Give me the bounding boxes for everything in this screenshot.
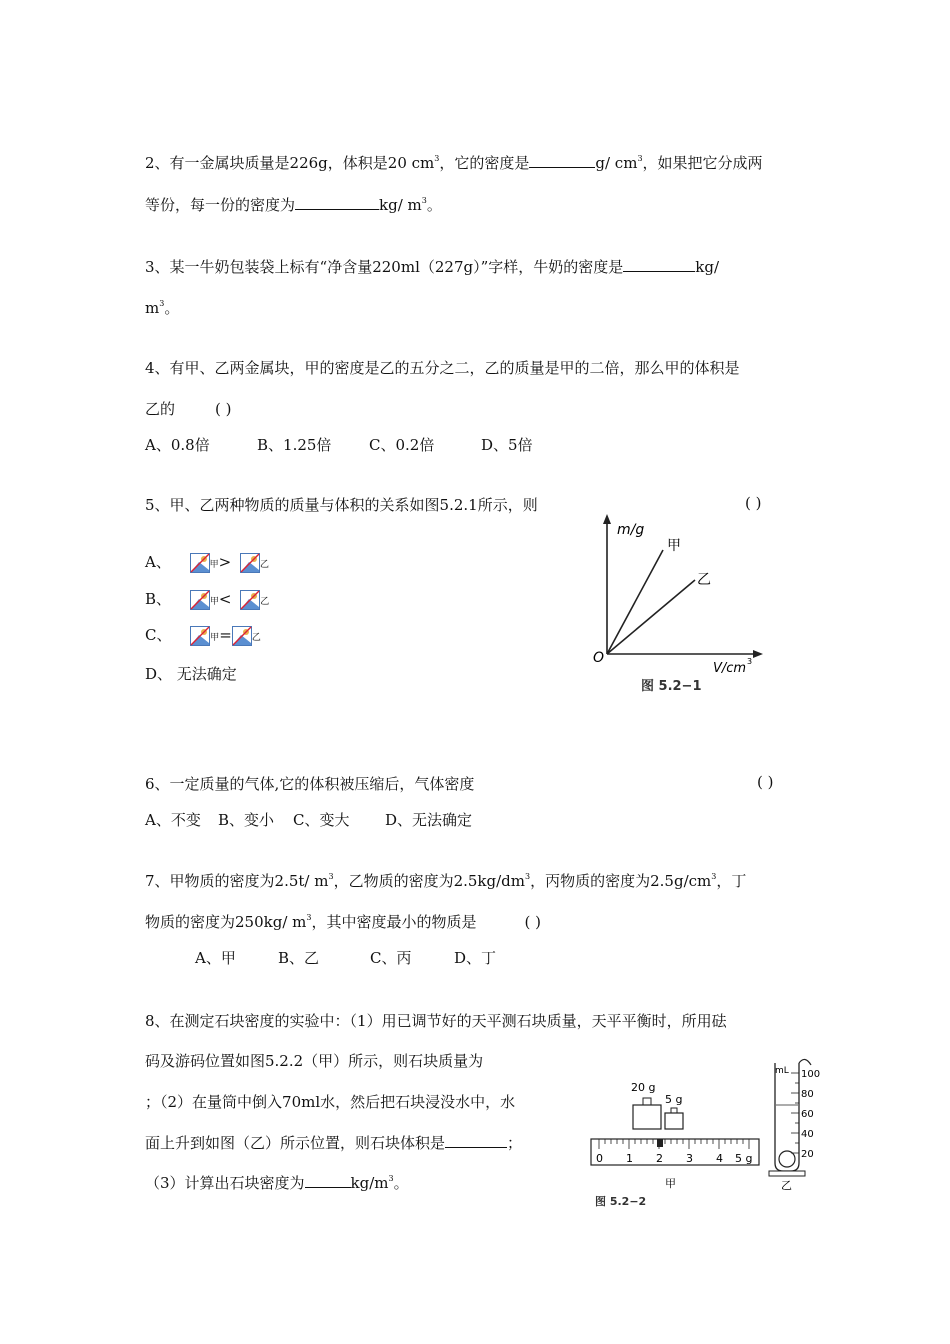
tick-label: 4: [716, 1152, 723, 1165]
rho-jia: 甲: [209, 560, 219, 570]
rho-yi: 乙: [260, 597, 270, 607]
q2-line-1: [145, 152, 763, 173]
answer-paren[interactable]: ( ): [757, 773, 774, 791]
answer-paren[interactable]: ( ): [524, 913, 541, 931]
option-letter: C、: [145, 626, 172, 644]
broken-image-icon: [190, 626, 210, 646]
q7-text-e: 物质的密度为250kg/ m: [145, 913, 307, 931]
q8-period: 。: [393, 1174, 409, 1192]
q4-text: 乙的: [145, 400, 176, 418]
q4-options: [145, 434, 533, 455]
answer-paren[interactable]: ( ): [745, 494, 762, 512]
option-b[interactable]: B、变小: [218, 811, 275, 829]
balance-cylinder-figure: [585, 1055, 825, 1215]
sup-3: 3: [328, 872, 334, 881]
q2-text-d: ，如果把它分成两: [642, 154, 763, 172]
sup-3: 3: [434, 154, 440, 163]
answer-blank[interactable]: [529, 153, 595, 168]
weight-knob: [643, 1098, 651, 1105]
rider-scale: [591, 1139, 759, 1165]
q2-line-2: [145, 194, 442, 215]
y-axis-label: m/g: [617, 522, 645, 538]
sup-3: 3: [421, 196, 427, 205]
q8-unit: kg/m: [350, 1174, 389, 1192]
q5-option-a[interactable]: [145, 551, 269, 573]
q2-period: 。: [426, 196, 442, 214]
cylinder-base: [769, 1171, 805, 1176]
q2-text-e: 等份，每一份的密度为: [145, 196, 296, 214]
rho-yi: 乙: [260, 560, 270, 570]
line-yi: [607, 580, 695, 654]
q2-text-b: ，它的密度是: [439, 154, 530, 172]
q4-line-2: [145, 398, 232, 419]
stone: [779, 1151, 795, 1167]
broken-image-icon: [190, 553, 210, 573]
rho-jia: 甲: [210, 633, 220, 643]
y-axis-arrow: [603, 514, 611, 524]
q7-text-f: ，其中密度最小的物质是: [311, 913, 477, 931]
q2-unit-2: kg/ m: [379, 196, 422, 214]
cylinder-tick-labels: [801, 1069, 820, 1160]
x-axis-label-sup: 3: [747, 657, 753, 666]
option-d[interactable]: D、5倍: [481, 436, 533, 454]
q8-line-2: 码及游码位置如图5.2.2（甲）所示，则石块质量为: [145, 1052, 484, 1070]
cylinder-unit: mL: [775, 1066, 789, 1076]
q4-line-1: 4、有甲、乙两金属块，甲的密度是乙的五分之二，乙的质量是甲的二倍，那么甲的体积是: [145, 359, 740, 377]
tick-label: 40: [801, 1129, 814, 1140]
q5-option-b[interactable]: [145, 588, 269, 610]
tick-label: 100: [801, 1069, 821, 1080]
q7-options: [195, 947, 496, 968]
option-b[interactable]: B、乙: [278, 949, 320, 967]
broken-image-icon: [232, 626, 252, 646]
q2-text-a: 2、有一金属块质量是226g，体积是20 cm: [145, 154, 435, 172]
weight-20g: [633, 1105, 661, 1129]
q6-stem: 6、一定质量的气体,它的体积被压缩后，气体密度: [145, 775, 475, 793]
q7-text-c: ，丙物质的密度为2.5g/cm: [530, 872, 712, 890]
rho-yi: 乙: [251, 633, 261, 643]
option-letter: A、: [145, 553, 171, 571]
q5-stem: 5、甲、乙两种物质的质量与体积的关系如图5.2.1所示，则: [145, 496, 538, 514]
q7-text-b: ，乙物质的密度为2.5kg/dm: [333, 872, 526, 890]
q7-text-d: ，丁: [716, 872, 747, 890]
option-b[interactable]: B、1.25倍: [257, 436, 332, 454]
tick-label: 1: [626, 1152, 633, 1165]
line-yi-label: 乙: [697, 572, 711, 588]
figure-caption: 图 5.2−1: [641, 679, 702, 694]
line-jia: [607, 550, 663, 654]
option-a[interactable]: A、甲: [195, 949, 236, 967]
q2-unit: g/ cm: [595, 154, 638, 172]
option-a[interactable]: A、不变: [145, 811, 201, 829]
relation-symbol: <: [218, 590, 232, 608]
tick-label: 5 g: [735, 1152, 753, 1165]
tick-label: 0: [596, 1152, 603, 1165]
sup-3: 3: [525, 872, 531, 881]
x-axis-label: V/cm: [713, 661, 747, 676]
q5-option-c[interactable]: [145, 624, 261, 646]
broken-image-icon: [240, 590, 260, 610]
answer-blank[interactable]: [305, 1173, 351, 1188]
q8-line-5: [145, 1172, 409, 1193]
q3-period: 。: [164, 299, 180, 317]
answer-paren[interactable]: ( ): [215, 400, 232, 418]
tick-label: 80: [801, 1089, 814, 1100]
tick-label: 20: [801, 1149, 814, 1160]
figure-caption: 图 5.2−2: [595, 1195, 647, 1208]
option-d[interactable]: D、无法确定: [385, 811, 473, 829]
origin-label: O: [593, 650, 605, 666]
sup-3: 3: [159, 299, 165, 308]
q8-line-4: [145, 1132, 522, 1153]
cylinder-spout: [799, 1059, 811, 1065]
sup-3: 3: [637, 154, 643, 163]
q8-line-1: 8、在测定石块密度的实验中：（1）用已调节好的天平测石块质量，天平平衡时，所用砝: [145, 1012, 727, 1030]
label-yi: 乙: [781, 1179, 792, 1192]
rider: [657, 1139, 663, 1147]
answer-blank[interactable]: [445, 1133, 507, 1148]
q8-text-2: （3）计算出石块密度为: [145, 1174, 305, 1192]
q6-options: [145, 809, 472, 830]
weight-20g-label: 20 g: [631, 1081, 656, 1094]
line-jia-label: 甲: [667, 538, 681, 554]
answer-blank[interactable]: [295, 195, 379, 210]
option-a[interactable]: A、0.8倍: [145, 436, 210, 454]
sup-3: 3: [388, 1174, 394, 1183]
q8-text: 面上升到如图（乙）所示位置，则石块体积是: [145, 1134, 446, 1152]
tick-label: 2: [656, 1152, 663, 1165]
option-letter: B、: [145, 590, 172, 608]
q8-semicolon: ；: [507, 1134, 523, 1152]
option-c[interactable]: C、丙: [370, 949, 412, 967]
sup-3: 3: [306, 913, 312, 922]
q7-line-1: [145, 870, 746, 891]
mass-volume-graph: [585, 510, 765, 700]
q3-line-2: [145, 297, 179, 318]
weight-5g-label: 5 g: [665, 1093, 683, 1106]
q8-line-3: ；（2）在量筒中倒入70ml水，然后把石块浸没水中，水: [145, 1093, 516, 1111]
label-jia: 甲: [665, 1177, 676, 1190]
weight-knob: [671, 1108, 677, 1113]
q5-option-d[interactable]: D、 无法确定: [145, 665, 237, 683]
relation-symbol: >: [218, 553, 232, 571]
q3-line-1: [145, 256, 719, 277]
tick-label: 3: [686, 1152, 693, 1165]
x-axis-arrow: [753, 650, 763, 658]
relation-symbol: =: [219, 626, 232, 644]
rho-jia: 甲: [209, 597, 219, 607]
q3-unit-m: m: [145, 299, 160, 317]
q3-text: 3、某一牛奶包装袋上标有“净含量220ml（227g）”字样，牛奶的密度是: [145, 258, 624, 276]
broken-image-icon: [190, 590, 210, 610]
q7-line-2: [145, 911, 541, 932]
cylinder-ticks: [791, 1073, 799, 1153]
sup-3: 3: [711, 872, 717, 881]
option-d[interactable]: D、丁: [454, 949, 497, 967]
q3-unit: kg/: [695, 258, 720, 276]
option-c[interactable]: C、变大: [293, 811, 350, 829]
weight-5g: [665, 1113, 683, 1129]
answer-blank[interactable]: [623, 257, 695, 272]
q7-text-a: 7、甲物质的密度为2.5t/ m: [145, 872, 329, 890]
broken-image-icon: [240, 553, 260, 573]
tick-label: 60: [801, 1109, 814, 1120]
option-c[interactable]: C、0.2倍: [369, 436, 435, 454]
